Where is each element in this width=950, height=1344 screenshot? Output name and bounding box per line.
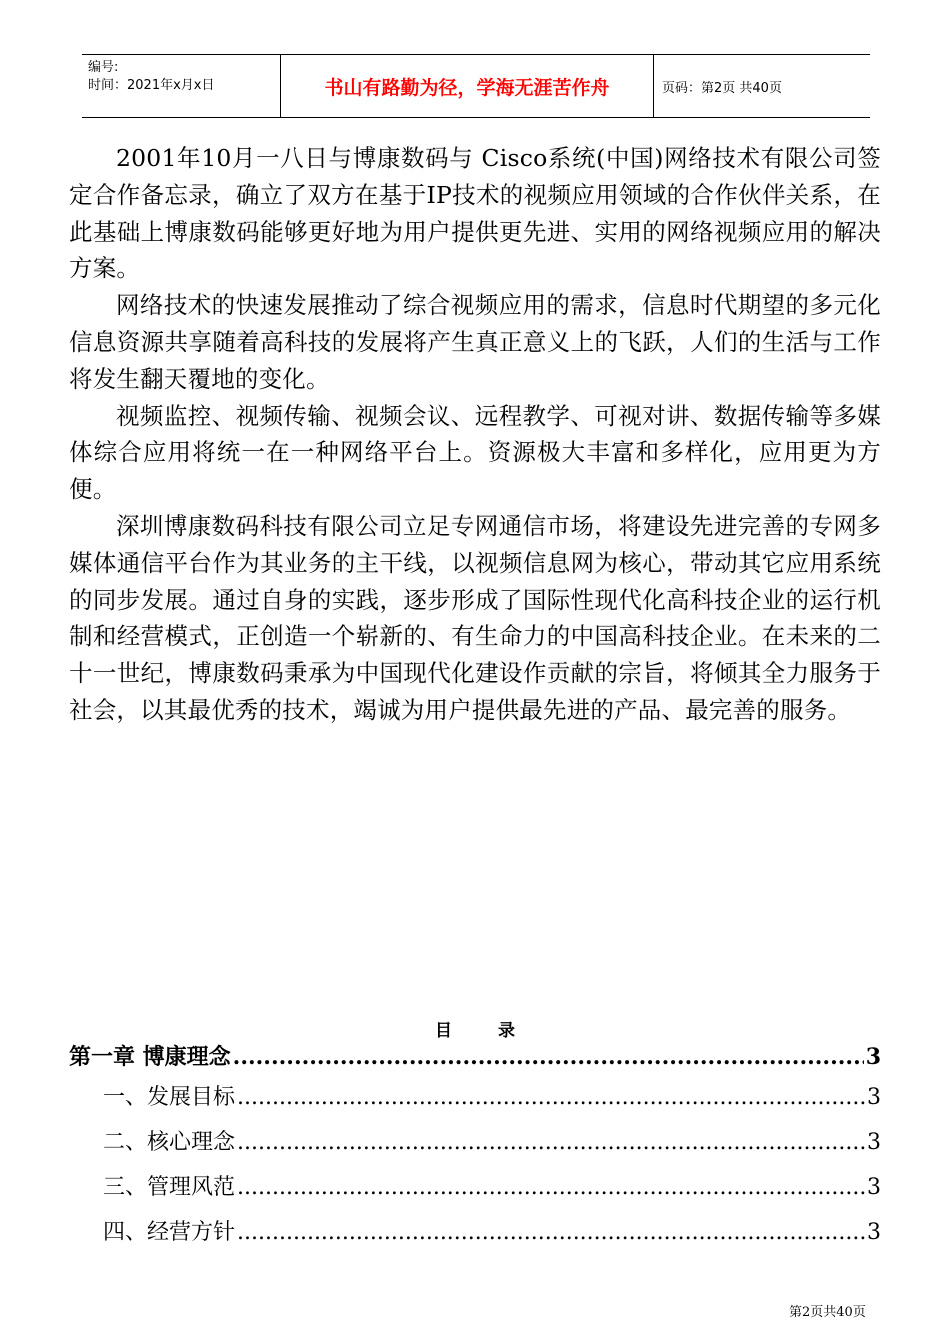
page-footer: 第2页共40页: [789, 1305, 866, 1320]
toc-entry-label: 第一章 博康理念: [69, 1044, 231, 1070]
toc-entry-page: 3: [865, 1044, 881, 1070]
toc-leader-dots: [237, 1130, 865, 1155]
toc-entry-page: 3: [867, 1085, 881, 1110]
header-divider: [653, 55, 654, 117]
header-time-label: 时间：2021年x月x日: [88, 78, 215, 93]
paragraph: 深圳博康数码科技有限公司立足专网通信市场，将建设先进完善的专网多媒体通信平台作为其业务的主干线，以视频信息网为核心，带动其它应用系统的同步发展。通过自身的实践，逐步形成了国际性现代化高科技企业的运行机制和经营模式，正创造一个崭新的、有生命力的中国高科技企业。在未来的二十一世纪，博康数码秉承为中国现代化建设作贡献的宗旨，将倾其全力服务于社会，以其最优秀的技术，竭诚为用户提供最先进的产品、最完善的服务。: [69, 511, 881, 724]
toc-entry-label: 四、经营方针: [103, 1220, 236, 1245]
toc-chapter-entry[interactable]: [69, 1040, 881, 1080]
toc-entry-label: 二、核心理念: [103, 1130, 236, 1155]
header-meta: [88, 59, 214, 95]
toc-title: 目录: [435, 1021, 561, 1041]
toc-section-entry[interactable]: [69, 1080, 881, 1125]
toc-section-entry[interactable]: [69, 1215, 881, 1260]
paragraph: 视频监控、视频传输、视频会议、远程教学、可视对讲、数据传输等多媒体综合应用将统一在一种网络平台上。资源极大丰富和多样化，应用更为方便。: [69, 401, 881, 504]
toc-entry-page: 3: [867, 1175, 881, 1200]
toc-leader-dots: [233, 1044, 864, 1070]
toc-entry-label: 一、发展目标: [103, 1085, 236, 1110]
paragraph: 2001年10月一八日与博康数码与 Cisco系统(中国)网络技术有限公司签定合作备忘录，确立了双方在基于IP技术的视频应用领域的合作伙伴关系，在此基础上博康数码能够更好地为用户提供更先进、实用的网络视频应用的解决方案。: [69, 144, 881, 283]
header-number-label: 编号:: [88, 60, 119, 75]
toc-section-entry[interactable]: [69, 1170, 881, 1215]
toc-leader-dots: [237, 1085, 865, 1110]
paragraph: 网络技术的快速发展推动了综合视频应用的需求，信息时代期望的多元化信息资源共享随着高科技的发展将产生真正意义上的飞跃，人们的生活与工作将发生翻天覆地的变化。: [69, 291, 881, 393]
toc-leader-dots: [237, 1175, 865, 1200]
header-page-label: 页码：第2页 共40页: [662, 80, 782, 96]
toc-entry-label: 三、管理风范: [103, 1175, 236, 1200]
toc-section-entry[interactable]: [69, 1125, 881, 1170]
header-motto: 书山有路勤为径，学海无涯苦作舟: [324, 76, 610, 99]
toc-entry-page: 3: [867, 1130, 881, 1155]
page-header: [82, 54, 870, 118]
table-of-contents: [69, 1040, 881, 1260]
toc-leader-dots: [237, 1220, 865, 1245]
document-body: [69, 140, 881, 729]
toc-entry-page: 3: [867, 1220, 881, 1245]
